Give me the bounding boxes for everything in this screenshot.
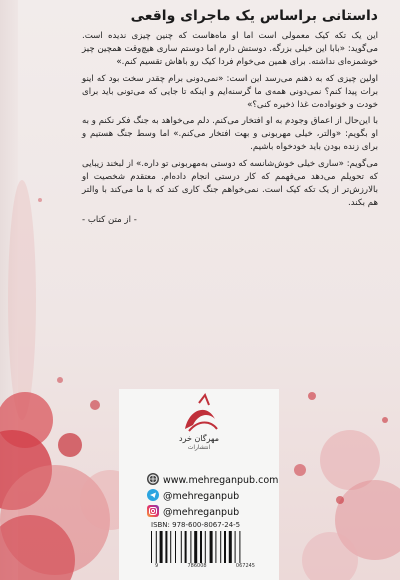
instagram-icon bbox=[147, 505, 159, 517]
barcode-digit-group: 067245 bbox=[235, 563, 255, 569]
barcode-bar bbox=[185, 531, 187, 563]
barcode-bar bbox=[175, 531, 176, 563]
barcode-bar bbox=[210, 531, 213, 563]
blurb-paragraph: اولین چیزی که به ذهنم می‌رسد این است: «نمی‌دونی برام چقدر سخت بود که اینو برات پیدا کنم؟ نمی‌دونی همه‌ی ما گرسنه‌ایم و اینکه تا جایی که می‌تونی باید برای خودت و خونواده‌ت غذا ذخیره کنی؟» bbox=[82, 73, 378, 110]
barcode-digit-group: 786008 bbox=[187, 563, 207, 569]
barcode-bar bbox=[151, 531, 152, 563]
book-tagline: داستانی براساس یک ماجرای واقعی bbox=[130, 8, 378, 24]
telegram-icon bbox=[147, 489, 159, 501]
barcode-bar bbox=[239, 531, 240, 563]
barcode-bar bbox=[224, 531, 226, 563]
publisher-name: مهرگان خرد bbox=[179, 434, 219, 443]
barcode-bar bbox=[235, 531, 236, 563]
barcode-bar bbox=[194, 531, 197, 563]
barcode-bar bbox=[170, 531, 171, 563]
barcode-bar bbox=[190, 531, 191, 563]
barcode bbox=[149, 531, 259, 563]
barcode-bar bbox=[205, 531, 206, 563]
globe-icon bbox=[147, 473, 159, 485]
blurb-paragraph: با این‌حال از اعماق وجودم به او افتخار می‌کنم. دلم می‌خواهد به جنگ فکر نکنم و به او بگویم: «والتر، خیلی مهربونی و بهت افتخار می‌کنم.» اما وسط جنگ هستیم و برای زنده بودن باید خودخواه باشیم. bbox=[82, 116, 378, 153]
barcode-bar bbox=[181, 531, 182, 563]
website-link[interactable]: www.mehreganpub.com bbox=[163, 475, 279, 486]
barcode-bar bbox=[165, 531, 167, 563]
blurb-paragraph: این یک تکه کیک معمولی است اما او ماه‌هاست که چنین چیزی ندیده است. می‌گوید: «بابا این خیلی بزرگه. دوستش دارم اما دوستم ساری هیچ‌وقت همچین چیز خوشمزه‌ای نداشته. برای همین می‌خوام فردا کیک رو باهاش تقسیم کنم.» bbox=[82, 31, 378, 67]
barcode-bar bbox=[160, 531, 163, 563]
isbn: ISBN: 978-600-8067-24-5 bbox=[151, 521, 241, 529]
blurb-paragraph: می‌گویم: «ساری خیلی خوش‌شانسه که دوستی به‌مهربونی تو داره.» از لبخند زیبایی که تحویلم می‌دهد می‌فهمم که کار درستی انجام داده‌ام. معتقدم شخصیت او بالارزش‌تر از یک تکه کیک است. نمی‌خواهم جنگ کاری کند که با ما می‌کند با والتر هم بکند. bbox=[82, 159, 378, 208]
barcode-digit-group: 9 bbox=[155, 563, 159, 569]
source-note: - از متن کتاب - bbox=[82, 214, 137, 225]
spine-edge bbox=[0, 0, 18, 580]
barcode-bar bbox=[229, 531, 232, 563]
website-row bbox=[147, 473, 278, 486]
publisher-info-box bbox=[119, 389, 279, 580]
barcode-bar bbox=[215, 531, 216, 563]
barcode-bar bbox=[200, 531, 202, 563]
barcode-bar bbox=[220, 531, 221, 563]
blurb-text bbox=[82, 30, 378, 231]
telegram-row bbox=[147, 489, 239, 502]
instagram-handle[interactable]: @mehreganpub bbox=[163, 507, 240, 518]
publisher-label: انتشارات bbox=[187, 444, 211, 451]
telegram-handle[interactable]: @mehreganpub bbox=[163, 491, 240, 502]
barcode-bar bbox=[156, 531, 157, 563]
instagram-row bbox=[147, 505, 239, 518]
barcode-digits bbox=[155, 563, 255, 569]
